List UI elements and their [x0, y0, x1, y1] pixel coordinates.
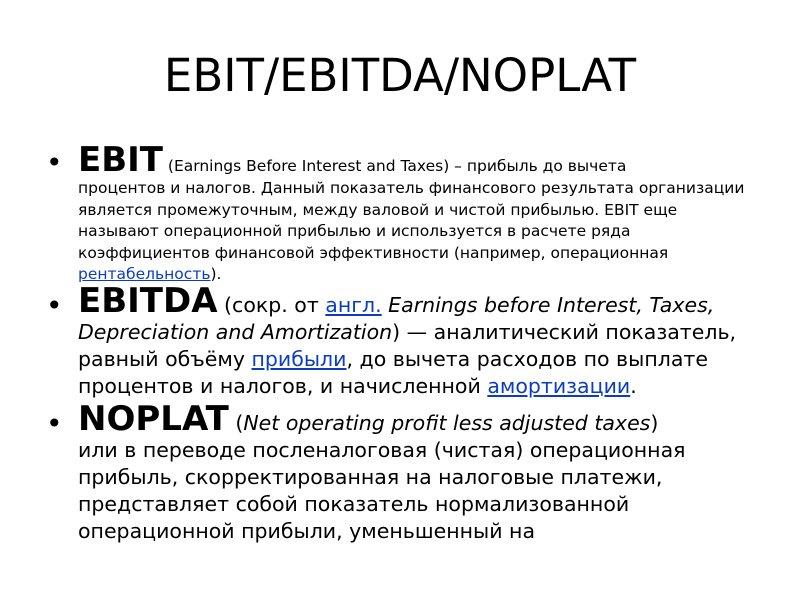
- ebitda-open: (сокр. от: [217, 292, 326, 317]
- ebit-paren-text: (Earnings Before Interest and Taxes) – прибыль до вычета: [162, 157, 627, 175]
- term-noplat: NOPLAT: [78, 398, 229, 439]
- ebit-first-line: [78, 140, 746, 180]
- noplat-english-expansion: Net operating profit less adjusted taxes: [243, 410, 651, 435]
- bullet-dot-icon: •: [46, 288, 63, 322]
- link-pribyli[interactable]: прибыли: [251, 346, 347, 371]
- ebit-definition: процентов и налогов. Данный показатель финансового результата организации является промежуточным, между валовой и чистой прибылью. EBIT еще называют операционной прибылью и используется в расчете ряда коэффициентов финансовой эффективности (например, операционная: [78, 179, 745, 262]
- slide-title: EBIT/EBITDA/NOPLAT: [163, 49, 637, 102]
- bullet-list: [46, 140, 746, 545]
- ebitda-tail: .: [630, 373, 637, 398]
- ebit-tail: ).: [210, 265, 222, 283]
- link-angl[interactable]: англ.: [325, 292, 382, 317]
- ebitda-definition-cont: , до вычета расходов по выплате процентов и налогов, и начисленной: [78, 346, 708, 398]
- bullet-noplat: [46, 398, 746, 545]
- ebitda-english-expansion: Earnings before Interest, Taxes, Depreciation and Amortization: [78, 292, 715, 344]
- bullet-dot-icon: •: [46, 406, 63, 440]
- noplat-open: (: [228, 410, 244, 435]
- ebitda-definition: ) — аналитический показатель, равный объёму: [78, 319, 737, 371]
- noplat-close: ): [650, 410, 659, 435]
- noplat-definition: или в переводе посленалоговая (чистая) операционная прибыль, скорректированная на налоговые платежи, представляет собой показатель нормализованной операционной прибыли, уменьшенный на: [78, 437, 686, 543]
- bullet-ebit: [46, 140, 746, 286]
- term-ebitda: EBITDA: [78, 280, 218, 321]
- link-rentabelnost[interactable]: рентабельность: [78, 265, 211, 283]
- link-amortizatsii[interactable]: амортизации: [487, 373, 631, 398]
- bullet-dot-icon: •: [46, 146, 63, 179]
- bullet-ebitda: [46, 280, 746, 400]
- term-ebit: EBIT: [78, 140, 163, 180]
